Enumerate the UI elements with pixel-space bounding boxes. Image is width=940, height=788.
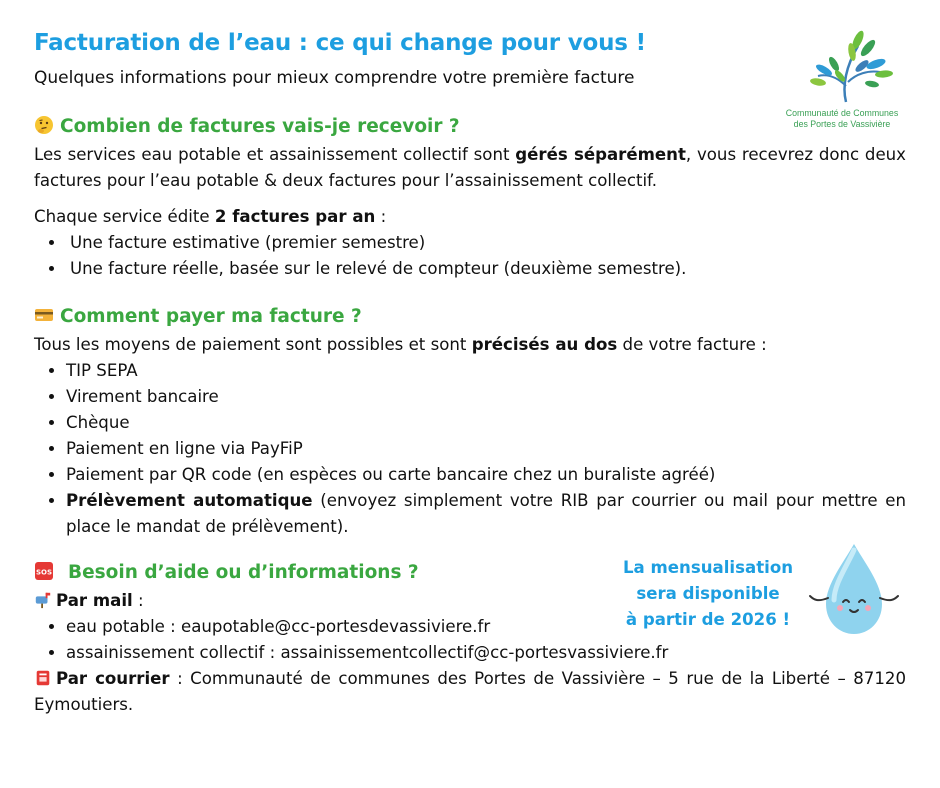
- sos-emoji-icon: [34, 561, 54, 581]
- list-item: • Prélèvement automatique (envoyez simplement votre RIB par courrier ou mail pour mettre en place le mandat de prélèvement).: [66, 488, 906, 540]
- tree-leaves-logo-icon: [776, 26, 908, 106]
- section-heading-invoices: Combien de factures vais-je recevoir ?: [34, 112, 906, 142]
- postbox-emoji-icon: [34, 669, 52, 687]
- water-drop-mascot-icon: [804, 540, 904, 640]
- payment-intro: Tous les moyens de paiement sont possibles et sont précisés au dos de votre facture :: [34, 335, 767, 354]
- logo-line-1: Communauté de Communes: [785, 108, 899, 118]
- credit-card-emoji-icon: [34, 305, 54, 325]
- list-item: • Paiement par QR code (en espèces ou carte bancaire chez un buraliste agréé): [66, 462, 906, 488]
- list-item: • Paiement en ligne via PayFiP: [66, 436, 906, 462]
- postal-address: Par courrier : Communauté de communes des Portes de Vassivière – 5 rue de la Liberté – 87120 Eymoutiers.: [34, 669, 906, 714]
- list-item: • eau potable : eaupotable@cc-portesdevassiviere.fr: [66, 614, 906, 640]
- payment-methods-list: [34, 358, 906, 540]
- mailbox-emoji-icon: [34, 591, 52, 609]
- section-heading-payment: Comment payer ma facture ?: [34, 302, 906, 332]
- thinking-face-emoji-icon: [34, 115, 54, 135]
- page-subtitle: Quelques informations pour mieux comprendre votre première facture: [34, 68, 635, 88]
- list-item: • Virement bancaire: [66, 384, 906, 410]
- list-item: • Une facture estimative (premier semestre): [66, 230, 906, 256]
- invoices-paragraph: Les services eau potable et assainissement collectif sont gérés séparément, vous recevrez donc deux factures pour l’eau potable & deux factures pour l’assainissement collectif.: [34, 145, 906, 190]
- list-item: • Une facture réelle, basée sur le relevé de compteur (deuxième semestre).: [66, 256, 906, 282]
- monthly-payment-callout: La mensualisation sera disponible à partir de 2026 !: [622, 558, 794, 629]
- section-heading-help: SOS Besoin d’aide ou d’informations ?: [35, 562, 419, 583]
- mail-label: Par mail :: [34, 588, 906, 614]
- page-title: Facturation de l’eau : ce qui change pour vous !: [34, 30, 646, 56]
- logo-line-2: des Portes de Vassivière: [793, 119, 891, 129]
- list-item: • assainissement collectif : assainissementcollectif@cc-portesvassiviere.fr: [66, 640, 906, 666]
- list-item: • TIP SEPA: [66, 358, 906, 384]
- list-item: • Chèque: [66, 410, 906, 436]
- invoices-count-paragraph: Chaque service édite 2 factures par an :: [34, 207, 387, 226]
- svg-text:SOS: SOS: [35, 568, 53, 577]
- invoices-list: [34, 230, 906, 282]
